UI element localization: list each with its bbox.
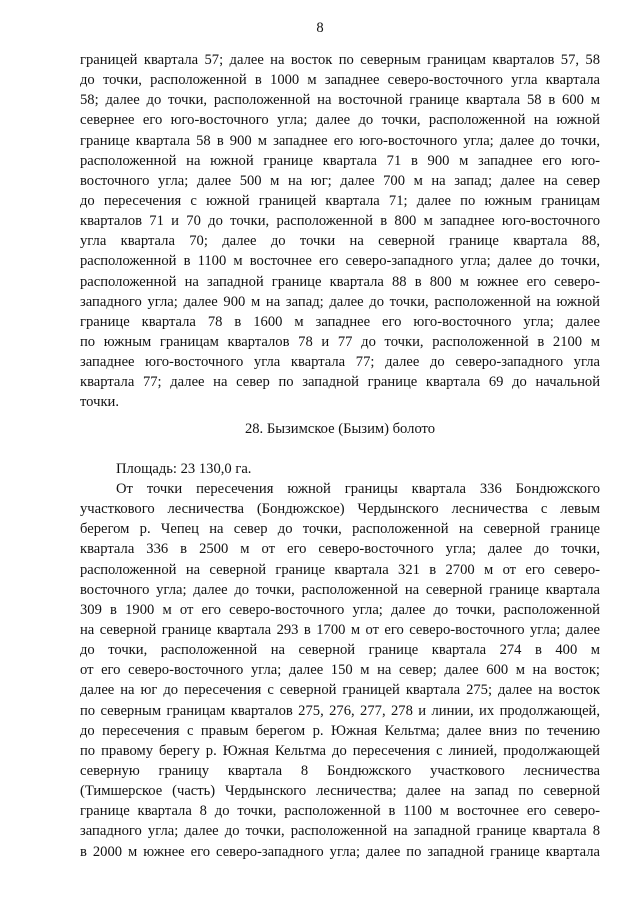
- text-line: до точки, расположенной на северной границе квартала 274 в 400 м: [80, 642, 600, 659]
- text-line: западного угла; далее до точки, расположенной на западной границе квартала 8: [80, 823, 600, 840]
- text-line: (Тимшерское (часть) Чердынского лесничества; далее на запад по северной: [80, 783, 600, 800]
- text-line: квартала 336 в 2500 м от его северо-восточного угла; далее до точки,: [80, 541, 600, 558]
- text-line: границе квартала 58 в 900 м западнее его юго-восточного угла; далее до точки,: [80, 132, 600, 149]
- text-line: границе квартала 78 в 1600 м западнее его юго-восточного угла; далее: [80, 313, 600, 330]
- text-line: границе квартала 8 до точки, расположенной в 1100 м восточнее его северо-: [80, 803, 600, 820]
- text-line: восточного угла; далее 500 м на юг; далее 700 м на запад; далее на север: [80, 172, 600, 189]
- text-line: западнее юго-восточного угла квартала 77; далее до северо-западного угла: [80, 354, 600, 371]
- text-line: северную границу квартала 8 Бондюжского участкового лесничества: [80, 762, 600, 779]
- text-line: севернее его юго-восточного угла; далее до точки, расположенной на южной: [80, 112, 600, 129]
- text-line: от его северо-восточного угла; далее 150 м на север; далее 600 м на восток;: [80, 662, 600, 679]
- text-line: расположенной в 1100 м восточнее его северо-западного угла; далее до точки,: [80, 253, 600, 270]
- paragraph-boundary-description: [80, 50, 600, 413]
- text-line: От точки пересечения южной границы квартала 336 Бондюжского: [116, 481, 600, 497]
- text-line: далее на юг до пересечения с северной границей квартала 275; далее на восток: [80, 682, 600, 699]
- text-line: расположенной на южной границе квартала 71 в 900 м западнее его юго-: [80, 152, 600, 169]
- text-line: по южным границам кварталов 78 и 77 до точки, расположенной в 2100 м: [80, 333, 600, 350]
- text-line: расположенной на северной границе квартала 321 в 2700 м от его северо-: [80, 561, 600, 578]
- text-line: 309 в 1900 м от его северо-восточного угла; далее до точки, расположенной: [80, 601, 600, 618]
- text-line: до пересечения с южной границей квартала 71; далее по южным границам: [80, 192, 600, 209]
- text-line: границей квартала 57; далее на восток по северным границам кварталов 57, 58: [80, 52, 600, 68]
- text-line: до пересечения с правым берегом р. Южная Кельтма; далее вниз по течению: [80, 722, 600, 739]
- text-line: участкового лесничества (Бондюжское) Чердынского лесничества с левым: [80, 501, 600, 518]
- paragraph-bызим-boundary: [80, 479, 600, 862]
- text-line: угла квартала 70; далее до точки на северной границе квартала 88,: [80, 233, 600, 250]
- text-line: 58; далее до точки, расположенной на восточной границе квартала 58 в 600 м: [80, 92, 600, 109]
- text-line: на северной границе квартала 293 в 1700 м от его северо-восточного угла; далее: [80, 621, 600, 638]
- text-line: в 2000 м южнее его северо-западного угла; далее по западной границе квартала: [80, 843, 600, 860]
- text-line: западного угла; далее 900 м на запад; далее до точки, расположенной на южной: [80, 293, 600, 310]
- text-line: берегом р. Чепец на север до точки, расположенной на северной границе: [80, 521, 600, 538]
- section-heading: 28. Бызимское (Бызим) болото: [244, 421, 436, 437]
- text-line: восточного угла; далее до точки, расположенной на северной границе квартала: [80, 581, 600, 598]
- text-line: по северным границам кварталов 275, 276, 277, 278 и линии, их продолжающей,: [80, 702, 600, 719]
- text-line: кварталов 71 и 70 до точки, расположенной в 800 м западнее юго-восточного: [80, 213, 600, 230]
- text-line: квартала 77; далее на север по западной границе квартала 69 до начальной: [80, 374, 600, 391]
- page-number: 8: [316, 20, 324, 36]
- area-line: Площадь: 23 130,0 га.: [116, 461, 252, 477]
- text-line: до точки, расположенной в 1000 м западнее северо-восточного угла квартала: [80, 72, 600, 89]
- text-line: расположенной на западной границе квартала 88 в 800 м южнее его северо-: [80, 273, 600, 290]
- text-line: по правому берегу р. Южная Кельтма до пересечения с линией, продолжающей: [80, 742, 600, 759]
- text-line: точки.: [80, 394, 119, 411]
